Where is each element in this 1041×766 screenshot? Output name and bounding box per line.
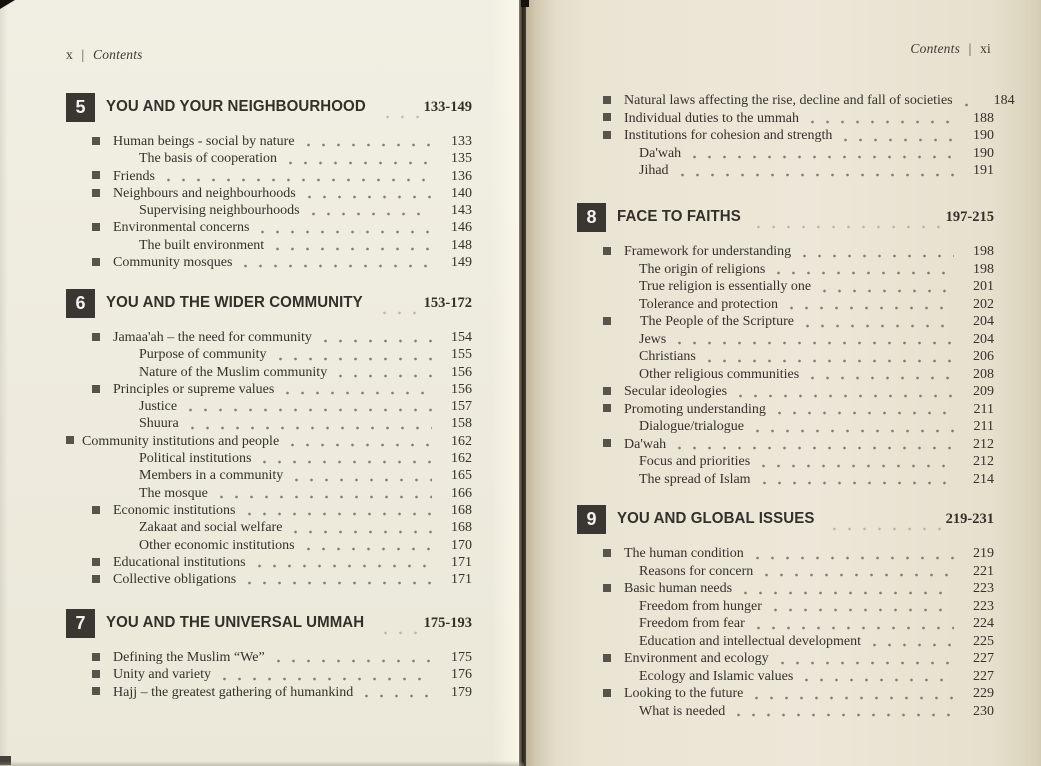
toc-entry-page: 221 <box>973 563 994 579</box>
toc-entry <box>66 467 472 484</box>
toc-entry <box>577 685 994 703</box>
dotted-leader <box>248 512 433 516</box>
bullet-square-icon <box>92 506 100 514</box>
dotted-leader <box>295 478 432 482</box>
bullet-square-icon <box>603 317 611 325</box>
toc-entry-label: Principles or supreme values <box>113 381 275 397</box>
bullet-square-icon <box>603 689 611 697</box>
chapter-page-range: 197-215 <box>945 208 994 225</box>
toc-entry-page: 133 <box>451 134 472 149</box>
toc-entry-page: 166 <box>451 485 472 501</box>
toc-entry-page: 168 <box>451 502 472 518</box>
toc-entry <box>66 450 472 467</box>
toc-entry <box>577 563 994 581</box>
toc-entry-page: 168 <box>451 520 472 536</box>
toc-entry-page: 143 <box>451 203 472 219</box>
toc-entry <box>66 398 472 415</box>
toc-entry-label: Reasons for concern <box>639 563 754 579</box>
dotted-leader <box>307 547 432 551</box>
toc-entry-page: 201 <box>973 279 994 294</box>
toc-entry <box>577 668 994 686</box>
bullet-square-icon <box>603 439 611 447</box>
dotted-leader <box>681 173 954 177</box>
dotted-leader <box>757 626 954 630</box>
chapter-title: YOU AND THE UNIVERSAL UMMAH <box>106 614 365 631</box>
chapter-5-section <box>66 92 472 271</box>
chapter-heading <box>66 608 472 638</box>
toc-entry <box>66 150 472 167</box>
toc-entry <box>577 383 994 401</box>
toc-entry-label: Justice <box>139 399 178 415</box>
toc-entry <box>577 145 994 163</box>
dotted-leader <box>294 530 432 534</box>
dotted-leader <box>778 411 954 415</box>
toc-entry-label: Focus and priorities <box>639 454 751 469</box>
toc-entry <box>577 296 994 314</box>
bullet-square-icon <box>92 558 100 566</box>
toc-entry-label: The origin of religions <box>639 261 766 277</box>
dotted-leader <box>805 678 954 682</box>
chapter-heading <box>577 504 994 534</box>
page-folio: x <box>66 47 73 62</box>
toc-entry-label: Nature of the Muslim community <box>139 364 328 380</box>
dotted-leader <box>844 138 954 142</box>
toc-entry <box>66 433 472 450</box>
toc-entry-page: 204 <box>973 314 994 329</box>
toc-entry-label: Economic institutions <box>113 502 236 518</box>
toc-entry-page: 227 <box>973 651 994 666</box>
chapter-7-continued-entries <box>577 92 1015 180</box>
toc-entry-label: Friends <box>113 168 155 184</box>
toc-entry-page: 170 <box>451 537 472 553</box>
toc-entry-page: 158 <box>451 416 472 432</box>
chapter-9-section <box>577 504 994 720</box>
dotted-leader <box>693 155 954 159</box>
toc-entry-label: Hajj – the greatest gathering of humankind <box>113 684 354 700</box>
bullet-square-icon <box>603 131 611 139</box>
dotted-leader <box>308 195 432 199</box>
dotted-leader <box>678 446 954 450</box>
chapter-page-range: 175-193 <box>423 614 472 631</box>
toc-entry-page: 230 <box>973 703 994 719</box>
toc-entry-page: 154 <box>451 330 472 345</box>
bullet-square-icon <box>603 96 611 104</box>
toc-entry <box>577 348 994 366</box>
toc-entry-label: Environmental concerns <box>113 220 250 236</box>
chapter-title: YOU AND THE WIDER COMMUNITY <box>106 294 363 311</box>
dotted-leader <box>811 376 954 380</box>
dotted-leader <box>279 357 432 361</box>
dotted-leader <box>384 631 419 635</box>
dotted-leader <box>277 659 432 663</box>
dotted-leader <box>365 694 432 698</box>
toc-entry <box>577 545 994 563</box>
bullet-square-icon <box>92 223 100 231</box>
toc-entry <box>66 415 472 432</box>
dotted-leader <box>244 264 432 268</box>
toc-entry-page: 171 <box>451 572 472 588</box>
chapter-page-range: 219-231 <box>945 510 994 527</box>
toc-entry <box>577 92 1015 110</box>
toc-entry-label: Human beings - social by nature <box>113 134 295 149</box>
bullet-square-icon <box>603 584 611 592</box>
bullet-square-icon <box>92 189 100 197</box>
toc-entry-page: 206 <box>973 349 994 364</box>
toc-entry-label: Environment and ecology <box>624 651 769 666</box>
chapter-title: YOU AND GLOBAL ISSUES <box>617 510 815 527</box>
toc-entry <box>577 366 994 384</box>
toc-entry <box>66 519 472 536</box>
toc-entry-page: 229 <box>973 686 994 701</box>
toc-entry <box>577 453 994 471</box>
dotted-leader <box>739 394 954 398</box>
dotted-leader <box>806 324 954 328</box>
chapter-number-badge: 5 <box>66 93 95 122</box>
page-header <box>66 47 143 63</box>
chapter-page-range: 153-172 <box>423 294 472 311</box>
dotted-leader <box>737 713 954 717</box>
bullet-square-icon <box>603 549 611 557</box>
bullet-square-icon <box>92 385 100 393</box>
toc-entry-page: 190 <box>973 128 994 143</box>
toc-entry-label: Other religious communities <box>639 366 800 382</box>
toc-entry-label: What is needed <box>639 703 726 719</box>
toc-entry <box>66 202 472 219</box>
toc-entry-page: 148 <box>451 237 472 253</box>
chapter-number-badge: 6 <box>66 289 95 318</box>
toc-entry-page: 211 <box>973 419 994 434</box>
dotted-leader <box>873 643 954 647</box>
dotted-leader <box>757 225 942 229</box>
toc-entry-page: 156 <box>451 381 472 397</box>
dotted-leader <box>261 230 432 234</box>
toc-entry <box>577 598 994 616</box>
toc-entry-page: 184 <box>993 93 1015 108</box>
chapter-number-badge: 9 <box>577 505 606 534</box>
toc-entry-label: Tolerance and protection <box>639 296 778 312</box>
toc-entry-label: Looking to the future <box>624 686 744 701</box>
dotted-leader <box>781 661 954 665</box>
toc-entry-page: 191 <box>973 163 994 178</box>
toc-entry-page: 157 <box>451 399 472 415</box>
dotted-leader <box>307 143 432 147</box>
toc-entry <box>577 127 994 145</box>
toc-entry-page: 171 <box>451 554 472 570</box>
toc-entry <box>66 571 472 588</box>
toc-entry-label: Education and intellectual development <box>639 633 861 649</box>
toc-entry <box>577 418 994 436</box>
toc-entry <box>577 243 994 261</box>
toc-entry-page: 219 <box>973 546 994 561</box>
toc-entry-label: Purpose of community <box>139 347 267 363</box>
toc-entry-label: True religion is essentially one <box>639 279 812 294</box>
toc-entry-label: Ecology and Islamic values <box>639 668 794 684</box>
toc-entry <box>66 254 472 271</box>
toc-entry-label: Collective obligations <box>113 572 237 588</box>
toc-entry <box>66 537 472 554</box>
chapter-heading <box>66 288 472 318</box>
right-page <box>526 0 1041 766</box>
toc-entry <box>577 331 994 349</box>
toc-entry-page: 214 <box>973 471 994 487</box>
toc-entry-page: 140 <box>451 185 472 201</box>
toc-entry-label: Secular ideologies <box>624 384 728 399</box>
toc-entry-page: 208 <box>973 366 994 382</box>
toc-entry-label: Educational institutions <box>113 554 246 570</box>
toc-entry <box>66 329 472 346</box>
toc-entry-label: Christians <box>639 349 696 364</box>
dotted-leader <box>762 464 954 468</box>
dotted-leader <box>258 564 432 568</box>
toc-entry <box>577 580 994 598</box>
toc-entry-label: Basic human needs <box>624 581 733 596</box>
toc-entry-label: Da'wah <box>624 436 667 452</box>
toc-entry-page: 225 <box>973 633 994 649</box>
toc-entry-label: The basis of cooperation <box>139 151 278 167</box>
dotted-leader <box>744 591 954 595</box>
toc-entry-label: Defining the Muslim “We” <box>113 650 265 665</box>
page-gutter <box>519 0 526 766</box>
chapter-heading <box>577 202 994 232</box>
toc-entry <box>66 364 472 381</box>
toc-entry-label: Community mosques <box>113 255 233 271</box>
toc-entry-page: 223 <box>973 598 994 614</box>
chapter-7-section <box>66 608 472 701</box>
toc-entry-label: Freedom from hunger <box>639 598 762 614</box>
toc-entry <box>577 261 994 279</box>
dotted-leader <box>678 341 954 345</box>
bullet-square-icon <box>603 654 611 662</box>
toc-entry-label: Freedom from fear <box>639 616 745 631</box>
chapter-8-section <box>577 202 994 488</box>
toc-entry-page: 212 <box>973 454 994 469</box>
bullet-square-icon <box>92 258 100 266</box>
toc-entry-page: 198 <box>973 261 994 277</box>
toc-entry <box>577 110 994 128</box>
toc-entry-page: 149 <box>451 255 472 271</box>
toc-entry-page: 204 <box>973 331 994 347</box>
dotted-leader <box>777 271 954 275</box>
dotted-leader <box>756 556 954 560</box>
toc-entry <box>66 346 472 363</box>
toc-entry <box>66 649 472 666</box>
toc-entry <box>66 168 472 185</box>
chapter-number-badge: 7 <box>66 609 95 638</box>
page-header <box>910 41 991 57</box>
header-title: Contents <box>910 41 961 56</box>
dotted-leader <box>790 306 954 310</box>
dotted-leader <box>833 527 942 531</box>
toc-entry-label: Da'wah <box>639 145 682 161</box>
toc-entry-page: 146 <box>451 220 472 236</box>
dotted-leader <box>708 359 954 363</box>
toc-entry <box>66 684 472 701</box>
chapter-title: YOU AND YOUR NEIGHBOURHOOD <box>106 98 366 115</box>
toc-entry-label: Jamaa'ah – the need for community <box>113 330 312 345</box>
dotted-leader <box>386 115 420 119</box>
bullet-square-icon <box>66 436 74 444</box>
dotted-leader <box>312 212 432 216</box>
toc-entry <box>66 237 472 254</box>
dotted-leader <box>191 426 432 430</box>
bullet-square-icon <box>603 387 611 395</box>
toc-entry <box>577 313 994 331</box>
bullet-square-icon <box>92 333 100 341</box>
toc-entry <box>577 436 994 454</box>
toc-entry-label: Supervising neighbourhoods <box>139 203 300 219</box>
dotted-leader <box>774 608 954 612</box>
toc-entry <box>577 633 994 651</box>
bullet-square-icon <box>92 687 100 695</box>
scan-speck-artifact <box>521 0 529 7</box>
toc-entry <box>66 381 472 398</box>
toc-entry <box>66 666 472 683</box>
dotted-leader <box>324 339 432 343</box>
chapter-number-badge: 8 <box>577 203 606 232</box>
toc-entry-page: 175 <box>451 650 472 665</box>
toc-entry <box>66 485 472 502</box>
header-separator: | <box>968 41 972 56</box>
dotted-leader <box>765 573 954 577</box>
toc-entry-page: 209 <box>973 384 994 399</box>
toc-entry <box>577 278 994 296</box>
toc-entry-label: Shuura <box>139 416 179 432</box>
toc-entry-label: The spread of Islam <box>639 471 751 487</box>
dotted-leader <box>965 103 975 107</box>
toc-entry <box>66 502 472 519</box>
header-title: Contents <box>93 47 143 62</box>
toc-entry <box>577 615 994 633</box>
toc-entry-page: 165 <box>451 468 472 484</box>
dotted-leader <box>263 460 432 464</box>
toc-entry-label: The People of the Scripture <box>640 314 794 329</box>
toc-entry <box>66 185 472 202</box>
dotted-leader <box>286 391 432 395</box>
dotted-leader <box>248 581 432 585</box>
toc-entry-label: Zakaat and social welfare <box>139 520 283 536</box>
toc-entry-label: Promoting understanding <box>624 401 766 417</box>
toc-entry-label: Individual duties to the ummah <box>624 110 799 126</box>
toc-entry-page: 223 <box>973 581 994 596</box>
toc-entry-page: 156 <box>451 364 472 380</box>
toc-entry-page: 198 <box>973 244 994 259</box>
dotted-leader <box>756 429 954 433</box>
dotted-leader <box>291 443 432 447</box>
toc-entry <box>66 554 472 571</box>
toc-entry-page: 227 <box>973 668 994 684</box>
chapter-heading <box>66 92 472 122</box>
toc-entry-label: Dialogue/trialogue <box>639 419 744 434</box>
dotted-leader <box>811 120 954 124</box>
toc-entry-label: Unity and variety <box>113 667 211 683</box>
toc-entry <box>577 471 994 489</box>
toc-entry-label: Framework for understanding <box>624 244 792 259</box>
toc-entry <box>66 133 472 150</box>
toc-entry-label: Political institutions <box>139 451 252 467</box>
toc-entry-page: 211 <box>973 401 994 417</box>
bullet-square-icon <box>92 171 100 179</box>
bullet-square-icon <box>92 575 100 583</box>
toc-entry-page: 176 <box>451 667 472 683</box>
toc-entry <box>577 650 994 668</box>
toc-entry-label: The human condition <box>624 546 744 561</box>
bullet-square-icon <box>603 113 611 121</box>
bullet-square-icon <box>92 670 100 678</box>
toc-entry-label: Community institutions and people <box>82 433 280 449</box>
dotted-leader <box>763 481 954 485</box>
chapter-title: FACE TO FAITHS <box>617 208 741 225</box>
toc-entry-label: Other economic institutions <box>139 537 295 553</box>
bullet-square-icon <box>92 137 100 145</box>
dotted-leader <box>189 408 432 412</box>
toc-entry-label: Institutions for cohesion and strength <box>624 128 833 143</box>
toc-entry <box>577 703 994 721</box>
toc-entry-page: 224 <box>973 616 994 631</box>
bullet-square-icon <box>603 247 611 255</box>
dotted-leader <box>803 254 954 258</box>
toc-entry-label: Neighbours and neighbourhoods <box>113 185 296 201</box>
toc-entry-page: 202 <box>973 296 994 312</box>
dotted-leader <box>823 289 954 293</box>
dotted-leader <box>220 495 432 499</box>
dotted-leader <box>755 696 954 700</box>
scan-edge-shadow <box>0 761 524 766</box>
toc-entry-label: Members in a community <box>139 468 284 484</box>
dotted-leader <box>276 247 432 251</box>
dotted-leader <box>289 161 432 165</box>
bullet-square-icon <box>603 404 611 412</box>
toc-entry-page: 135 <box>451 151 472 167</box>
toc-entry <box>66 219 472 236</box>
toc-entry-page: 212 <box>973 436 994 452</box>
dotted-leader <box>223 677 432 681</box>
toc-entry-label: Jihad <box>639 163 669 178</box>
bullet-square-icon <box>92 653 100 661</box>
dotted-leader <box>383 311 420 315</box>
toc-entry-label: The built environment <box>139 237 265 253</box>
toc-entry-page: 162 <box>451 451 472 467</box>
toc-entry <box>577 162 994 180</box>
toc-entry-page: 136 <box>451 168 472 184</box>
page-folio: xi <box>980 41 991 56</box>
toc-entry-label: Natural laws affecting the rise, decline and fall of societies <box>624 93 953 108</box>
header-separator: | <box>81 47 85 62</box>
toc-entry-page: 155 <box>451 347 472 363</box>
toc-entry-page: 190 <box>973 145 994 161</box>
toc-entry-label: The mosque <box>139 485 208 501</box>
toc-entry <box>577 401 994 419</box>
chapter-6-section <box>66 288 472 588</box>
toc-entry-page: 188 <box>973 110 994 126</box>
chapter-page-range: 133-149 <box>423 98 472 115</box>
dotted-leader <box>339 374 432 378</box>
toc-entry-page: 162 <box>451 433 472 449</box>
toc-entry-label: Jews <box>639 331 667 347</box>
toc-entry-page: 179 <box>451 684 472 700</box>
dotted-leader <box>167 178 432 182</box>
